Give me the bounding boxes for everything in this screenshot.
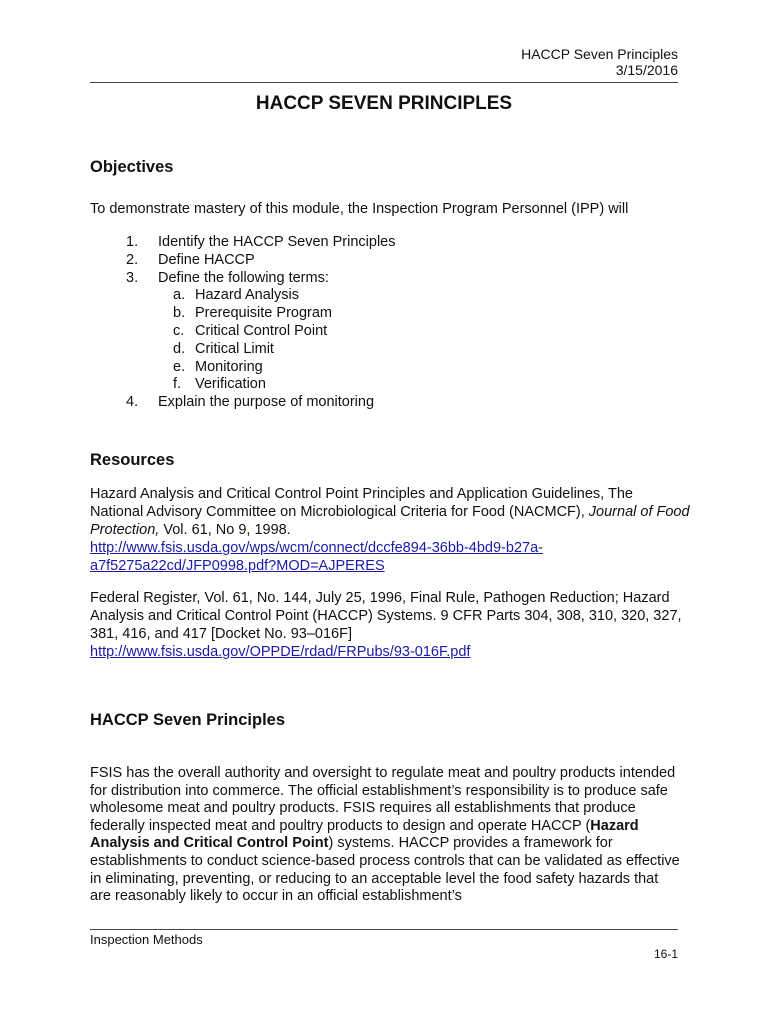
objectives-heading: Objectives (90, 158, 174, 176)
sub-list-item: f. Verification (173, 376, 266, 393)
sub-list-item: c. Critical Control Point (173, 322, 328, 339)
objectives-intro: To demonstrate mastery of this module, the Inspection Program Personnel (IPP) will (90, 201, 629, 217)
list-item: 2. Define HACCP (126, 251, 255, 268)
header-rule (90, 82, 678, 83)
reference-2: Federal Register, Vol. 61, No. 144, July 25, 1996, Final Rule, Pathogen Reduction; Hazard Analysis and Critical Control Point (HACCP) Systems. 9 CFR Parts 304, 308, 310, 320, 327, 381, 416, and 417 [Docket No. 93–016F] http://www.fsis.usda.gov/OPPDE/rdad/FRPubs/93-016F.pdf (90, 590, 682, 660)
sub-list-item: a. Hazard Analysis (173, 287, 299, 304)
footer-text: Inspection Methods (90, 932, 203, 947)
reference-2-link[interactable]: http://www.fsis.usda.gov/OPPDE/rdad/FRPubs/93-016F.pdf (90, 644, 471, 660)
terms-sublist (173, 287, 396, 394)
footer-rule (90, 929, 678, 930)
sub-list-item: e. Monitoring (173, 358, 263, 375)
resources-heading: Resources (90, 451, 175, 469)
principles-paragraph: FSIS has the overall authority and oversight to regulate meat and poultry products intended for distribution into commerce. The official establishment’s responsibility is to produce safe wholesome meat and poultry products. FSIS requires all establishments that produce federally inspected meat and poultry products to design and operate HACCP (Hazard Analysis and Critical Control Point) systems. HACCP provides a framework for establishments to conduct science-based process controls that can be validated as effective in eliminating, preventing, or reducing to an acceptable level the food safety hazards that are reasonably likely to occur in an official establishment’s (90, 765, 680, 905)
running-header (521, 46, 678, 78)
page-number: 16-1 (653, 947, 678, 961)
header-date: 3/15/2016 (615, 62, 678, 78)
sub-list-item: b. Prerequisite Program (173, 305, 332, 322)
reference-1-link[interactable]: http://www.fsis.usda.gov/wps/wcm/connect/dccfe894-36bb-4bd9-b27a- a7f5275a22cd/JFP0998.pdf?MOD=AJPERES (90, 540, 543, 574)
list-item: 1. Identify the HACCP Seven Principles (126, 234, 396, 250)
reference-1: Hazard Analysis and Critical Control Point Principles and Application Guidelines, The National Advisory Committee on Microbiological Criteria for Food (NACMCF), Journal of Food Protection, Vol. 61, No 9, 1998. http://www.fsis.usda.gov/wps/wcm/connect/dccfe894-36bb-4bd9-b27a- a7f5275a22cd/JFP0998.pdf?MOD=AJPERES (90, 486, 690, 574)
header-title: HACCP Seven Principles (521, 46, 678, 62)
list-item: 4. Explain the purpose of monitoring (126, 394, 375, 411)
journal-title: Journal of Food Protection, (90, 504, 690, 538)
sub-list-item: d. Critical Limit (173, 340, 274, 357)
objectives-list (126, 234, 396, 412)
principles-heading: HACCP Seven Principles (90, 711, 286, 729)
list-item: 3. Define the following terms: (126, 269, 329, 286)
page-title: HACCP SEVEN PRINCIPLES (255, 93, 513, 114)
haccp-expansion: Hazard Analysis and Critical Control Point (90, 817, 639, 852)
